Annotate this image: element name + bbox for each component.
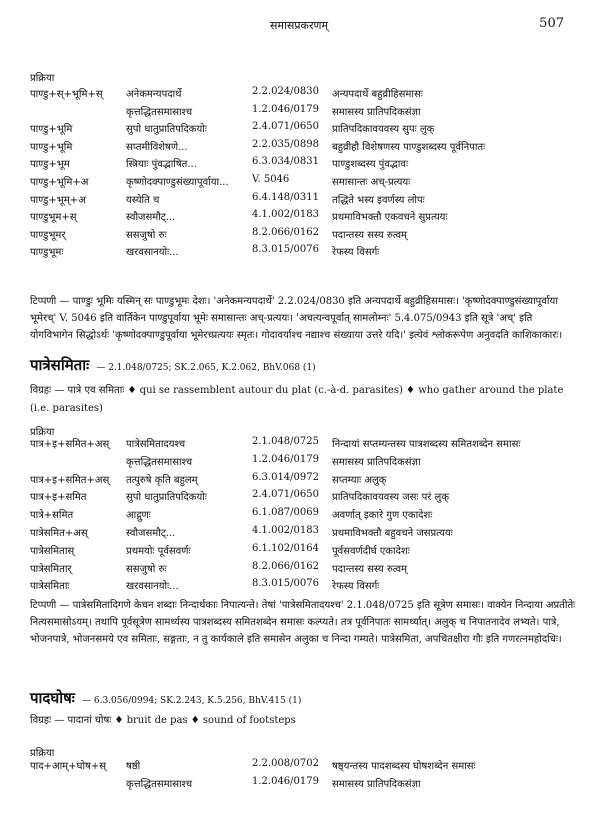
derivation-form: पाण्डुभूमर् — [30, 229, 66, 241]
sutra-number: 6.1.087/0069 — [252, 507, 319, 519]
derivation-explanation: निन्दायां सप्तम्यन्तस्य पात्रशब्दस्य समितशब्देन समासः — [332, 439, 521, 450]
entry-heading — [30, 355, 316, 375]
derivation-explanation: प्रातिपदिकावयवस्य सुपः लुक् — [332, 124, 435, 136]
derivation-explanation: समासान्तः अच्-प्रत्ययः — [332, 177, 411, 188]
derivation-explanation: समासस्य प्रातिपदिकसंज्ञा — [332, 778, 421, 790]
derivation-explanation: प्रथमाविभक्तौ एकवचने सुप्रत्ययः — [332, 212, 448, 224]
derivation-form: पात्रेसमिताः — [30, 581, 70, 593]
vigraha: विग्रहः — पादानां घोषः ♦ bruit de pas ♦ sound of footsteps — [30, 715, 296, 726]
sutra-number: 2.2.008/0702 — [252, 758, 319, 769]
derivation-explanation: अन्यपदार्थे बहुव्रीहिसमासः — [332, 89, 423, 100]
derivation-explanation: रेफस्य विसर्गः — [332, 581, 380, 593]
sutra-text: अनेकमन्यपदार्थे — [126, 89, 182, 100]
headword-reference: — 6.3.056/0994; SK.2.243, K.5.256, BhV.415 (1) — [82, 696, 302, 706]
sutra-text: खरवसानयोः... — [126, 247, 179, 259]
prakriya-label: प्रक्रिया — [30, 427, 55, 438]
derivation-form: पाण्डु+भूम्+अ — [30, 194, 86, 206]
headword: पात्रेसमिताः — [30, 356, 90, 374]
sutra-text: स्त्रियाः पुंवद्भाषित... — [126, 159, 197, 171]
derivation-explanation: प्रथमाविभक्तौ बहुवचने जसप्रत्ययः — [332, 528, 453, 539]
derivation-form: पाण्डुभूमः — [30, 247, 64, 259]
sutra-text: ससजुषो रुः — [126, 229, 167, 241]
sutra-text: कृष्णोदक्पाण्डुसंख्यापूर्वाया... — [126, 177, 229, 188]
sutra-text: ससजुषो रुः — [126, 563, 167, 575]
entry-heading — [30, 688, 301, 708]
sutra-text: कृत्तद्धितसमासाश्च — [126, 106, 193, 118]
note-paragraph: टिप्पणी — पाण्डुः भूमिः यस्मिन् सः पाण्डुभूमः देशः। 'अनेकमन्यपदार्थे' 2.2.024/0830 इति अन्यपदार्थे बहुव्रीहिसमासः। 'कृष्णोदक्पाण्डुसंख्यापूर्वाया भूमेरच्' V. 5046 इति वार्तिकेन पाण्डुपूर्वाया भूमेः समासान्तः अच्-प्रत्ययः। 'अचत्यन्वपूर्वात् सामलोम्नः' 5.4.075/0943 इति सूत्रे 'अच्' इति योगविभागेन सिद्धोऽर्थः 'कृष्णोदक्पाण्डुपूर्वाया भूमेरच्प्रत्ययः स्मृतः। गोदावर्याश्च नद्याश्च संख्याया उत्तरे यदि।' इत्येवं श्लोकरूपेण अनुवदति काशिकाकारः। — [30, 296, 563, 341]
sutra-text: कृत्तद्धितसमासाश्च — [126, 456, 193, 468]
derivation-explanation: पदान्तस्य सस्य रुत्वम् — [332, 229, 408, 241]
derivation-explanation: तद्धिते भस्य इवर्णस्य लोपः — [332, 194, 425, 206]
derivation-form: पात्रेसमितास् — [30, 545, 75, 557]
sutra-number: 8.3.015/0076 — [252, 244, 319, 256]
derivation-form: पात्र+इ+समित+अस् — [30, 439, 110, 450]
sutra-text: षष्ठी — [126, 761, 141, 772]
sutra-number: 6.3.034/0831 — [252, 156, 319, 168]
sutra-number: 4.1.002/0183 — [252, 525, 319, 536]
sutra-number: 2.1.048/0725 — [252, 436, 319, 447]
derivation-form: पाद+आम्+घोष+स् — [30, 761, 106, 772]
headword-reference: — 2.1.048/0725; SK.2.065, K.2.062, BhV.068 (1) — [96, 363, 316, 373]
derivation-explanation: रेफस्य विसर्गः — [332, 247, 380, 259]
sutra-number: 6.1.102/0164 — [252, 542, 319, 554]
sutra-text: सप्तमीविशेषणे... — [126, 141, 188, 153]
sutra-number: 2.2.035/0898 — [252, 138, 319, 150]
derivation-explanation: अवर्णात् इकारे गुण एकादेशः — [332, 510, 433, 522]
derivation-form: पाण्डु+भूम — [30, 159, 70, 171]
derivation-form: पाण्डुभूम+स् — [30, 212, 77, 224]
sutra-number: V. 5046 — [252, 174, 290, 185]
derivation-explanation: बहुव्रीहौ विशेषणस्य पाण्डुशब्दस्य पूर्वनिपातः — [332, 141, 486, 153]
running-title: समासप्रकरणम् — [270, 19, 329, 32]
derivation-form: पात्रेसमितार् — [30, 563, 72, 575]
sutra-number: 8.2.066/0162 — [252, 560, 319, 572]
derivation-explanation: पदान्तस्य सस्य रुत्वम् — [332, 563, 408, 575]
note-paragraph: टिप्पणी — पात्रेसमितादिगणे केचन शब्दाः निन्दार्थकाः निपात्यन्ते। तेषां 'पात्रेसमितादयश्च' 2.1.048/0725 इति सूत्रेण समासः। वाक्येन निन्दाया अप्रतीतेः नित्यसमासोऽयम्। तथापि पूर्वसूत्रेण सामर्थ्यस्य पात्रशब्दस्य समितशब्देन समासः कल्प्यते। तत्र पूर्वनिपातः सामर्थ्यात्। अलुक् च निपातनादेव लभ्यते। पात्रे, भोजनपात्रे, भोजनसमये एव समिताः, सङ्गताः, न तु कार्यकाले इति समासेन अलुका च निन्दा गम्यते। पात्रेसमिता, अपचितक्षीरा गौः इति गणरत्नमहोदधिः। — [30, 600, 576, 645]
page-number: 507 — [539, 16, 564, 31]
sutra-text: स्वौजसमौट्... — [126, 212, 176, 224]
derivation-form: पाण्डु+भूमि+अ — [30, 177, 89, 188]
headword: पादघोषः — [30, 689, 75, 707]
sutra-text: आद्गुणः — [126, 510, 151, 522]
sutra-text: कृत्तद्धितसमासाश्च — [126, 778, 193, 790]
prakriya-label: प्रक्रिया — [30, 748, 55, 759]
sutra-text: सुपो धातुप्रातिपदिकयोः — [126, 124, 207, 136]
sutra-text: सुपो धातुप्रातिपदिकयोः — [126, 492, 207, 504]
derivation-explanation: पूर्वसवर्णदीर्घ एकादेशः — [332, 545, 410, 557]
derivation-explanation: समासस्य प्रातिपदिकसंज्ञा — [332, 456, 421, 468]
derivation-form: पात्रे+समित — [30, 510, 74, 522]
sutra-number: 8.2.066/0162 — [252, 226, 319, 238]
sutra-number: 4.1.002/0183 — [252, 209, 319, 221]
derivation-form: पात्रेसमित+अस् — [30, 528, 88, 539]
sutra-text: प्रथमयोः पूर्वसवर्णः — [126, 545, 191, 557]
derivation-form: पाण्डु+भूमि — [30, 141, 73, 153]
prakriya-label: प्रक्रिया — [30, 73, 55, 84]
derivation-form: पात्र+इ+समित+अस् — [30, 474, 110, 486]
derivation-explanation: षष्ठ्यन्तस्य पादशब्दस्य घोषशब्देन समासः — [332, 761, 476, 772]
sutra-number: 8.3.015/0076 — [252, 578, 319, 590]
sutra-number: 6.4.148/0311 — [252, 191, 319, 203]
sutra-number: 1.2.046/0179 — [252, 453, 319, 465]
sutra-text: पात्रेसमितादयश्च — [126, 439, 186, 450]
sutra-text: स्वौजसमौट्... — [126, 528, 176, 539]
page-header — [0, 18, 600, 38]
derivation-explanation: सप्तम्याः अलुक् — [332, 474, 387, 486]
derivation-explanation: पाण्डुशब्दस्य पुंवद्भावः — [332, 159, 408, 171]
sutra-number: 6.3.014/0972 — [252, 471, 319, 483]
derivation-form: पात्र+इ+समित — [30, 492, 87, 504]
sutra-text: तत्पुरुषे कृति बहुलम् — [126, 474, 198, 486]
sutra-number: 2.2.024/0830 — [252, 86, 319, 97]
sutra-number: 2.4.071/0650 — [252, 489, 319, 501]
sutra-number: 1.2.046/0179 — [252, 775, 319, 787]
sutra-number: 1.2.046/0179 — [252, 103, 319, 115]
derivation-form: पाण्डु+भूमि — [30, 124, 73, 136]
sutra-text: यस्येति च — [126, 194, 160, 206]
vigraha: विग्रहः — पात्रे एव समिताः ♦ qui se rassemblent autour du plat (c.-à-d. parasites) ♦ who gather around the plate (i.e. parasites) — [30, 385, 564, 414]
derivation-form: पाण्डु+स्+भूमि+स् — [30, 89, 103, 100]
derivation-explanation: समासस्य प्रातिपदिकसंज्ञा — [332, 106, 421, 118]
sutra-text: खरवसानयोः... — [126, 581, 179, 593]
derivation-explanation: प्रातिपदिकावयवस्य जसः परं लुक् — [332, 492, 449, 504]
sutra-number: 2.4.071/0650 — [252, 121, 319, 133]
